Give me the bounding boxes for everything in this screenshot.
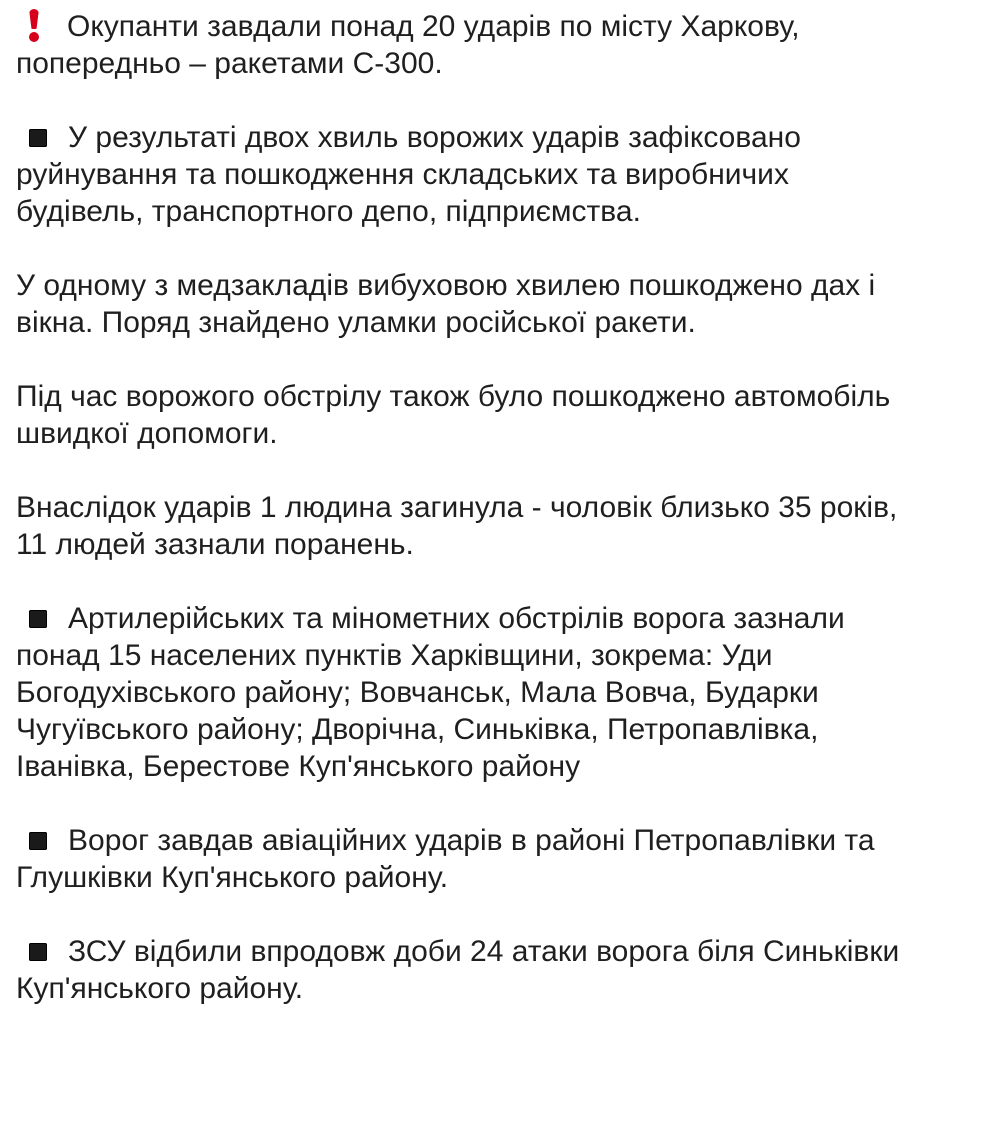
paragraph-line: вікна. Поряд знайдено уламки російської ракети. (16, 306, 696, 339)
paragraph-destruction (16, 119, 976, 230)
black-square-icon (29, 943, 47, 961)
paragraph-line: У результаті двох хвиль ворожих ударів зафіксовано (68, 121, 801, 154)
paragraph-line: руйнування та пошкодження складських та виробничих (16, 158, 789, 191)
paragraph-line: Чугуївського району; Дворічна, Синьківка, Петропавлівка, (16, 713, 819, 746)
black-square-icon (29, 610, 47, 628)
black-square-icon (29, 832, 47, 850)
paragraph-line: 11 людей зазнали поранень. (16, 528, 414, 561)
paragraph-line: Куп'янського району. (16, 972, 304, 1005)
black-square-icon (29, 129, 47, 147)
paragraph-artillery-shelling (16, 600, 976, 785)
paragraph-line: Ворог завдав авіаційних ударів в районі Петропавлівки та (68, 824, 875, 857)
red-exclamation-icon (27, 9, 41, 39)
paragraph-line: Глушківки Куп'янського району. (16, 861, 449, 894)
paragraph-air-strikes (16, 822, 976, 896)
paragraph-strikes-kharkiv (16, 8, 976, 82)
paragraph-line: Окупанти завдали понад 20 ударів по місту Харкову, (67, 10, 800, 43)
paragraph-attacks-repelled (16, 933, 976, 1007)
paragraph-medical-facility (16, 267, 976, 341)
paragraph-line: У одному з медзакладів вибуховою хвилею пошкоджено дах і (16, 269, 876, 302)
news-post (16, 8, 976, 1007)
paragraph-casualties (16, 489, 976, 563)
paragraph-line: Іванівка, Берестове Куп'янського району (16, 750, 581, 783)
paragraph-ambulance (16, 378, 976, 452)
paragraph-line: Богодухівського району; Вовчанськ, Мала Вовча, Бударки (16, 676, 819, 709)
paragraph-line: ЗСУ відбили впродовж доби 24 атаки ворога біля Синьківки (68, 935, 900, 968)
paragraph-line: Під час ворожого обстрілу також було пошкоджено автомобіль (16, 380, 891, 413)
paragraph-line: будівель, транспортного депо, підприємства. (16, 195, 641, 228)
paragraph-line: понад 15 населених пунктів Харківщини, зокрема: Уди (16, 639, 773, 672)
paragraph-line: Артилерійських та мінометних обстрілів ворога зазнали (68, 602, 845, 635)
paragraph-line: швидкої допомоги. (16, 417, 278, 450)
paragraph-line: Внаслідок ударів 1 людина загинула - чоловік близько 35 років, (16, 491, 898, 524)
paragraph-line: попередньо – ракетами С-300. (16, 47, 443, 80)
